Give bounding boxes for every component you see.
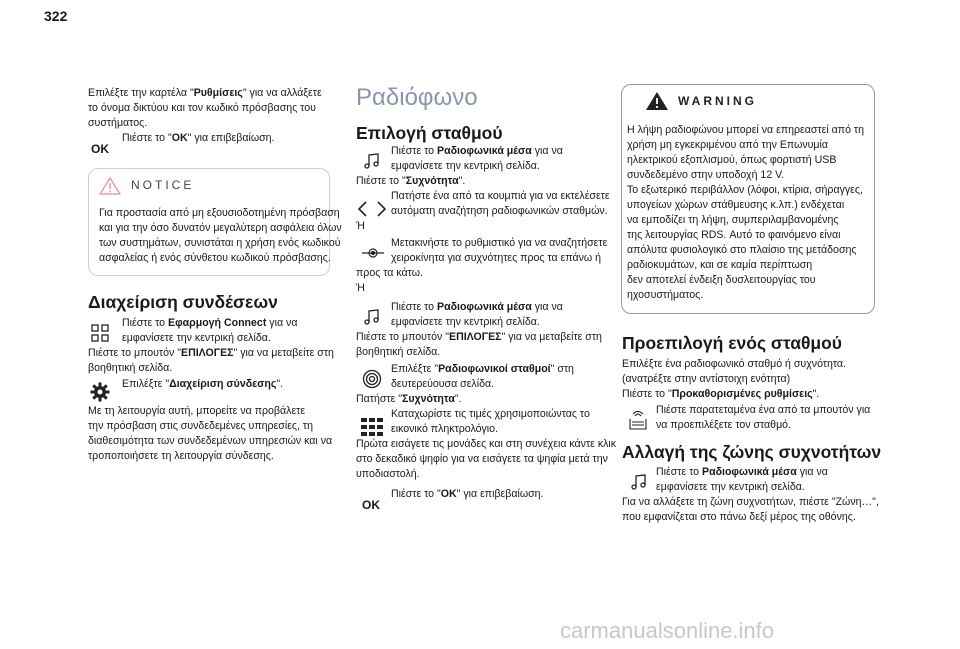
warning-line: Το εξωτερικό περιβάλλον (λόφοι, κτίρια, σήραγγες, — [627, 184, 863, 196]
notice-line: ασφαλείας ή ενός σύνθετου κωδικού πρόσβασης. — [99, 252, 331, 264]
warning-line: απόλυτα φυσιολογικό στο πλαίσιο της μετάδοσης — [627, 244, 857, 256]
preset-line-4: Πιέστε παρατεταμένα ένα από τα μπουτόν για — [656, 404, 871, 416]
c2-line-3: Πιέστε το "Συχνότητα". — [356, 175, 466, 187]
chevron-right-icon — [370, 198, 392, 220]
preset-line-3: Πιέστε το "Προκαθορισμένες ρυθμίσεις". — [622, 388, 820, 400]
conn-para-line: την πρόσβαση στις συνδεδεμένες υπηρεσίες, τη — [88, 420, 313, 432]
warning-line: να εμποδίζει τη λήψη, συμπεριλαμβανομένης — [627, 214, 839, 226]
c2-line-5: αυτόματη αναζήτηση ραδιοφωνικών σταθμών. — [391, 205, 608, 217]
radio-title: Ραδιόφωνο — [356, 84, 478, 111]
conn-line-5: Επιλέξτε "Διαχείριση σύνδεσης". — [122, 378, 284, 390]
warning-line: ραδιοκυμάτων, και σε καμία περίπτωση — [627, 259, 813, 271]
c2-line-22: υποδιαστολή. — [356, 468, 420, 480]
notice-box — [88, 168, 342, 276]
page-number: 322 — [44, 8, 68, 24]
conn-para-line: διαθεσιμότητα των συνδεδεμένων υπηρεσιών και να — [88, 435, 333, 447]
watermark: carmanualsonline.info — [560, 618, 775, 643]
c2-line-14: βοηθητική σελίδα. — [356, 346, 441, 358]
preset-line-5: να προεπιλέξετε τον σταθμό. — [656, 419, 792, 431]
c2-line-7: Μετακινήστε το ρυθμιστικό για να αναζητήσετε — [391, 237, 608, 249]
intro-line-3: συστήματος. — [88, 117, 148, 129]
c2-line-1: Πιέστε το Ραδιοφωνικά μέσα για να — [391, 145, 563, 157]
music-note-icon — [361, 150, 383, 172]
c2-line-13: Πιέστε το μπουτόν "ΕΠΙΛΟΓΕΣ" για να μεταβείτε στη — [356, 331, 602, 343]
band-line-2: εμφανίσετε την κεντρική σελίδα. — [656, 481, 805, 493]
warning-box — [621, 84, 875, 314]
c2-line-16: δευτερεύουσα σελίδα. — [391, 378, 495, 390]
conn-para-line: Με τη λειτουργία αυτή, μπορείτε να προβάλετε — [88, 405, 306, 417]
c2-line-19: εικονικό πληκτρολόγιο. — [391, 423, 498, 435]
intro-line-1: Επιλέξτε την καρτέλα "Ρυθμίσεις" για να αλλάξετε — [88, 87, 322, 99]
c2-line-12: εμφανίσετε την κεντρική σελίδα. — [391, 316, 540, 328]
preset-heading: Προεπιλογή ενός σταθμού — [622, 333, 842, 353]
conn-line-3: Πιέστε το μπουτόν "ΕΠΙΛΟΓΕΣ" για να μεταβείτε στη — [88, 347, 334, 359]
band-line-1: Πιέστε το Ραδιοφωνικά μέσα για να — [656, 466, 828, 478]
ok-icon: OK — [91, 142, 109, 156]
warning-line: υπογείων χώρων στάθμευσης κ.λπ.) ενδέχεται — [627, 199, 845, 211]
gear-icon — [89, 381, 111, 403]
band-line-4: που εμφανίζεται στο πάνω δεξί μέρος της οθόνης. — [622, 511, 856, 523]
warning-line: ηχοσυστήματος. — [627, 289, 704, 301]
notice-line: Για προστασία από μη εξουσιοδοτημένη πρόσβαση — [99, 207, 340, 219]
warning-title: WARNING — [678, 94, 757, 108]
keypad-icon — [361, 416, 383, 438]
preset-line-2: (ανατρέξτε στην αντίστοιχη ενότητα) — [622, 373, 791, 385]
c2-line-8: χειροκίνητα για συχνότητες προς τα επάνω ή — [391, 252, 601, 264]
notice-title: NOTICE — [131, 178, 195, 192]
c2-line-9: προς τα κάτω. — [356, 267, 423, 279]
warning-triangle-icon — [99, 177, 121, 195]
station-select-heading: Επιλογή σταθμού — [356, 123, 503, 143]
ok-icon: OK — [362, 498, 380, 512]
preset-line-1: Επιλέξτε ένα ραδιοφωνικό σταθμό ή συχνότητα. — [622, 358, 846, 370]
music-note-icon — [361, 306, 383, 328]
c2-line-21: στο δεκαδικό ψηφίο για να εισάγετε τα ψηφία μετά την — [356, 453, 608, 465]
c2-line-11: Πιέστε το Ραδιοφωνικά μέσα για να — [391, 301, 563, 313]
warning-line: της λειτουργίας RDS. Αυτό το φαινόμενο είναι — [627, 229, 841, 241]
c2-line-18: Καταχωρίστε τις τιμές χρησιμοποιώντας το — [391, 408, 590, 420]
c2-line-10: Ή — [356, 282, 365, 294]
notice-line: των συστημάτων, συνιστάται η χρήση ενός κωδικού — [99, 237, 341, 249]
conn-line-2: εμφανίσετε την κεντρική σελίδα. — [122, 332, 271, 344]
conn-line-1: Πιέστε το Εφαρμογή Connect για να — [122, 317, 298, 329]
conn-line-4: βοηθητική σελίδα. — [88, 362, 173, 374]
warning-line: Η λήψη ραδιοφώνου μπορεί να επηρεαστεί από τη — [627, 124, 864, 136]
c2-line-23: Πιέστε το "OK" για επιβεβαίωση. — [391, 488, 544, 500]
band-line-3: Για να αλλάξετε τη ζώνη συχνοτήτων, πιέστε "Ζώνη…", — [622, 496, 879, 508]
preset-icon — [627, 410, 649, 432]
grid-apps-icon — [89, 322, 111, 344]
music-note-icon — [628, 471, 650, 493]
connections-heading: Διαχείριση συνδέσεων — [88, 292, 278, 312]
band-change-heading: Αλλαγή της ζώνης συχνοτήτων — [622, 442, 882, 462]
warning-triangle-icon — [645, 91, 669, 111]
radio-waves-icon — [361, 368, 383, 390]
c2-line-6: Ή — [356, 220, 365, 232]
notice-line: και για την όσο δυνατόν μεγαλύτερη ασφάλεια όλων — [99, 222, 342, 234]
conn-para-line: τροποποιήσετε τη λειτουργία σύνδεσης. — [88, 450, 274, 462]
c2-line-17: Πατήστε "Συχνότητα". — [356, 393, 462, 405]
intro-line-2: το όνομα δικτύου και τον κωδικό πρόσβασης του — [88, 102, 316, 114]
ok-instruction: Πιέστε το "OK" για επιβεβαίωση. — [122, 132, 275, 144]
slider-icon — [362, 242, 384, 264]
c2-line-4: Πατήστε ένα από τα κουμπιά για να εκτελέσετε — [391, 190, 610, 202]
warning-line: δεν αποτελεί ένδειξη δυσλειτουργίας του — [627, 274, 816, 286]
c2-line-2: εμφανίσετε την κεντρική σελίδα. — [391, 160, 540, 172]
warning-line: χρήση μη εγκεκριμένου από την Επωνυμία — [627, 139, 829, 151]
c2-line-15: Επιλέξτε "Ραδιοφωνικοί σταθμοί" στη — [391, 363, 574, 375]
c2-line-20: Πρώτα εισάγετε τις μονάδες και στη συνέχεια κάντε κλικ — [356, 438, 617, 450]
warning-line: συνδεδεμένο στην υποδοχή 12 V. — [627, 169, 785, 181]
warning-line: ηλεκτρικού εξοπλισμού, όπως φορτιστή USB — [627, 154, 837, 166]
